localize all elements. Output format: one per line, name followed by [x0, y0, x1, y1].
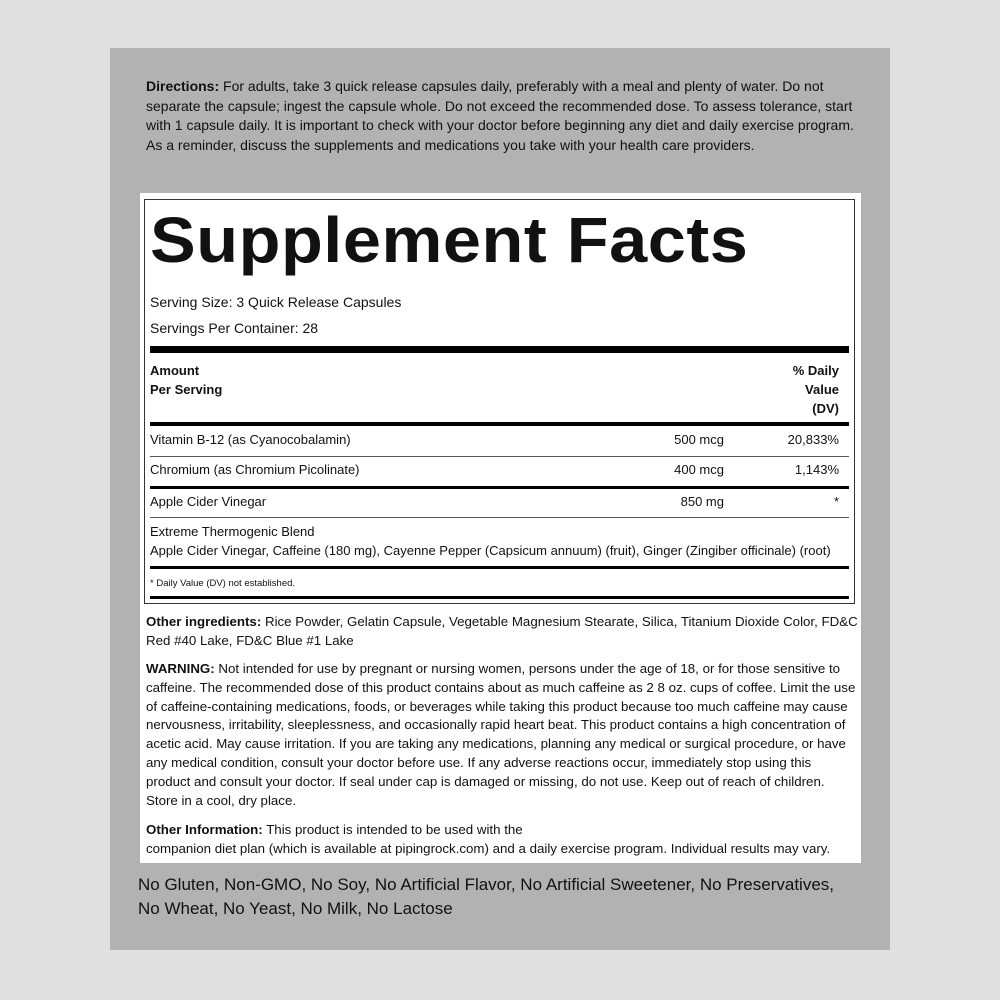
header-daily-value: % Daily Value (DV)	[792, 363, 839, 416]
other-ingredients: Other ingredients: Rice Powder, Gelatin Capsule, Vegetable Magnesium Stearate, Silica, Titanium Dioxide Color, FD&C Red #40 Lake, FD&C Blue #1 Lake	[146, 614, 858, 648]
header-amount-per-serving: Amount Per Serving	[150, 363, 223, 397]
medium-divider	[150, 566, 849, 569]
directions-label: Directions:	[146, 78, 220, 94]
medium-divider	[150, 422, 849, 426]
bottom-divider	[150, 596, 849, 599]
thin-divider	[150, 456, 849, 457]
servings-per-container: Servings Per Container: 28	[150, 320, 319, 336]
thick-divider	[150, 346, 849, 353]
serving-size: Serving Size: 3 Quick Release Capsules	[150, 294, 402, 310]
warning-paragraph: WARNING: Not intended for use by pregnant or nursing women, persons under the age of 18, or for those sensitive to caffeine. The recommended dose of this product contains about as much caffeine as 2 8 oz. cups of coffee. Limit the use of caffeine-containing medications, foods, or beverages while taking this product because too much caffeine may cause nervousness, irritability, sleeplessness, and occasionally rapid heart beat. This product contains a high concentration of acetic acid. May cause irritation. If you are taking any medications, planning any medical or surgical procedure, or have any medical condition, consult your doctor before use. If any adverse reactions occur, immediately stop using this product and consult your doctor. If seal under cap is damaged or missing, do not use. Keep out of reach of children. Store in a cool, dry place.	[146, 661, 856, 808]
medium-divider	[150, 486, 849, 489]
dv-footnote: * Daily Value (DV) not established.	[150, 578, 296, 589]
directions-paragraph	[146, 77, 858, 155]
directions-text: For adults, take 3 quick release capsules daily, preferably with a meal and plenty of water. Do not separate the capsule; ingest the capsule whole. Do not exceed the recommended dose. To assess tolerance, start with 1 capsule daily. It is important to check with your doctor before beginning any diet and daily exercise program. As a reminder, discuss the supplements and medications you take with your health care providers.	[146, 78, 854, 153]
thin-divider	[150, 517, 849, 518]
allergen-statement: No Gluten, Non-GMO, No Soy, No Artificial Flavor, No Artificial Sweetener, No Preservatives, No Wheat, No Yeast, No Milk, No Lactose	[138, 875, 834, 918]
warning-label: WARNING:	[146, 661, 215, 676]
blend-name: Extreme Thermogenic Blend	[150, 524, 315, 539]
other-ingredients-label: Other ingredients:	[146, 614, 262, 629]
supplement-facts-box: Supplement Facts Serving Size: 3 Quick Release Capsules Servings Per Container: 28 Amount Per Serving % Daily Value (DV) Vitamin B-12 (as Cyanocobalamin) 500 mcg 20,833% Chromium (as Chromium Picolinate) 400 mcg 1,143% Apple Cider Vinegar 850 mg * Extreme Thermogenic Blend Apple Cider Vinegar, Caffeine (180 mg), Cayenne Pepper (Capsicum annuum) (fruit), Ginger (Zingiber officinale) (root) * Daily Value (DV) not established.	[144, 199, 855, 604]
facts-title: Supplement Facts	[150, 204, 749, 276]
other-information-label: Other Information:	[146, 822, 263, 837]
blend-ingredients: Apple Cider Vinegar, Caffeine (180 mg), Cayenne Pepper (Capsicum annuum) (fruit), Ginger (Zingiber officinale) (root)	[150, 543, 831, 558]
other-information: Other Information: This product is intended to be used with the companion diet plan (which is available at pipingrock.com) and a daily exercise program. Individual results may vary.	[146, 822, 831, 856]
